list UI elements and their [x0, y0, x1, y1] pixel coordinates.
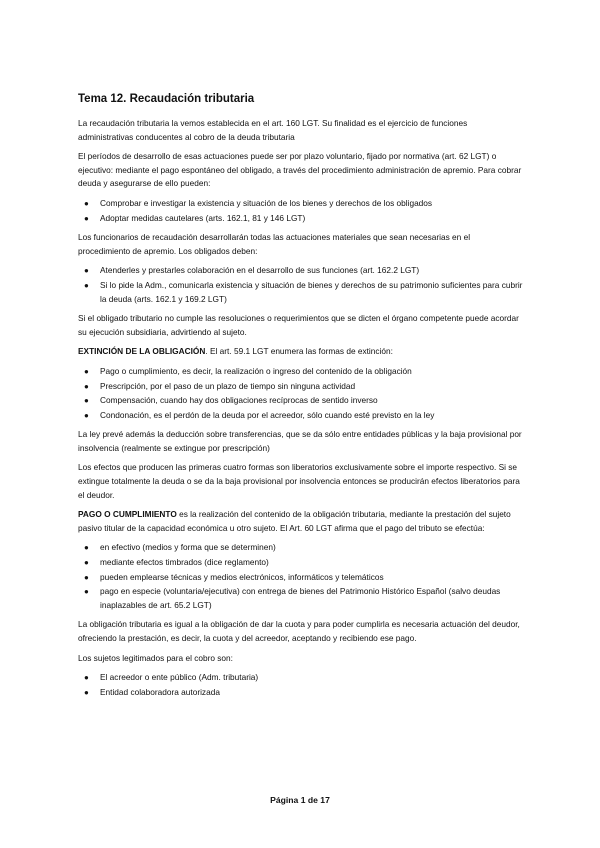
document-title: Tema 12. Recaudación tributaria — [78, 93, 255, 105]
bullet-icon: ● — [84, 572, 89, 582]
list-item: ● Comprobar e investigar la existencia y situación de los bienes y derechos de los obligados — [78, 197, 524, 211]
page-number: Página 1 de 17 — [270, 795, 330, 805]
bullet-icon: ● — [84, 673, 89, 683]
bullet-icon: ● — [84, 266, 89, 276]
bullet-icon: ● — [84, 543, 89, 553]
list-item: ● El acreedor o ente público (Adm. tributaria) — [78, 671, 524, 685]
list-extinction-forms — [78, 365, 524, 422]
list-item: ● Atenderles y prestarles colaboración en el desarrollo de sus funciones (art. 162.2 LGT) — [78, 264, 524, 278]
paragraph-subjects: Los sujetos legitimados para el cobro son: — [78, 652, 233, 663]
bullet-icon: ● — [84, 366, 89, 376]
list-item: ● Compensación, cuando hay dos obligaciones recíprocas de sentido inverso — [78, 394, 524, 408]
paragraph-periods: El períodos de desarrollo de esas actuaciones puede ser por plazo voluntario, fijado por normativa (art. 62 LGT) o ejecutivo: mediante el pago espontáneo del obligado, a través del procedimiento administración de apremio. Para cobrar deuda y asegurarse de ello pueden: — [78, 151, 522, 189]
document-page — [78, 92, 524, 705]
bullet-icon: ● — [84, 198, 89, 208]
bullet-icon: ● — [84, 381, 89, 391]
list-item: ● Condonación, es el perdón de la deuda por el acreedor, sólo cuando esté previsto en la ley — [78, 409, 524, 423]
bullet-icon: ● — [84, 213, 89, 223]
list-item: ● Entidad colaboradora autorizada — [78, 686, 524, 700]
paragraph-subsidiary: Si el obligado tributario no cumple las resoluciones o requerimientos que se dicten el órgano competente puede acordar su ejecución subsidiaria, advirtiendo al sujeto. — [78, 313, 519, 337]
bullet-icon: ● — [84, 396, 89, 406]
list-subjects — [78, 671, 524, 699]
paragraph-deduction: La ley prevé además la deducción sobre transferencias, que se da sólo entre entidades públicas y la baja provisional por insolvencia (realmente se extingue por prescripción) — [78, 429, 522, 453]
paragraph-obligation: La obligación tributaria es igual a la obligación de dar la cuota y para poder cumplirla es necesaria actuación del deudor, ofreciendo la prestación, es decir, la cuota y del acreedor, aceptando y recibiendo ese pago. — [78, 619, 520, 643]
list-item: ● Si lo pide la Adm., comunicarla existencia y situación de bienes y derechos de su patrimonio suficientes para cubrir la deuda (arts. 162.1 y 169.2 LGT) — [84, 279, 523, 304]
bullet-icon: ● — [84, 410, 89, 420]
list-payment-methods — [78, 541, 524, 612]
paragraph-effects: Los efectos que producen las primeras cuatro formas son liberatorios exclusivamente sobre el importe respectivo. Si se extingue totalmente la deuda o se da la baja provisional por insolvencia entonces se producirán efectos liberatorios para el deudor. — [78, 462, 520, 500]
paragraph-extinction: EXTINCIÓN DE LA OBLIGACIÓN. El art. 59.1 LGT enumera las formas de extinción: — [78, 346, 393, 357]
list-item: ● Adoptar medidas cautelares (arts. 162.1, 81 y 146 LGT) — [78, 212, 524, 226]
bullet-icon: ● — [84, 687, 89, 697]
paragraph-intro: La recaudación tributaria la vemos establecida en el art. 160 LGT. Su finalidad es el ejercicio de funciones administrativas conducentes al cobro de la deuda tributaria — [78, 118, 468, 142]
list-item: ● pueden emplearse técnicas y medios electrónicos, informáticos y telemáticos — [78, 571, 524, 585]
list-item: ● Pago o cumplimiento, es decir, la realización o ingreso del contenido de la obligación — [78, 365, 524, 379]
bullet-icon: ● — [84, 558, 89, 568]
bullet-icon: ● — [84, 587, 89, 597]
paragraph-officials: Los funcionarios de recaudación desarrollarán todas las actuaciones materiales que sean necesarias en el procedimiento de apremio. Los obligados deben: — [78, 232, 471, 256]
paragraph-payment: PAGO O CUMPLIMIENTO es la realización del contenido de la obligación tributaria, mediante la prestación del sujeto pasivo titular de la capacidad económica u otro sujeto. El Art. 60 LGT afirma que el pago del tributo se efectúa: — [78, 509, 511, 533]
list-item: ● en efectivo (medios y forma que se determinen) — [78, 541, 524, 555]
list-item: ● mediante efectos timbrados (dice reglamento) — [78, 556, 524, 570]
list-obligations — [78, 264, 524, 306]
section-heading-payment: PAGO O CUMPLIMIENTO — [78, 509, 177, 520]
list-actions — [78, 197, 524, 225]
bullet-icon: ● — [84, 280, 89, 290]
list-item: ● pago en especie (voluntaria/ejecutiva) con entrega de bienes del Patrimonio Histórico Español (salvo deudas inaplazables de art. 65.2 LGT) — [84, 586, 501, 610]
list-item: ● Prescripción, por el paso de un plazo de tiempo sin ninguna actividad — [78, 380, 524, 394]
section-heading-extinction: EXTINCIÓN DE LA OBLIGACIÓN — [78, 346, 206, 357]
